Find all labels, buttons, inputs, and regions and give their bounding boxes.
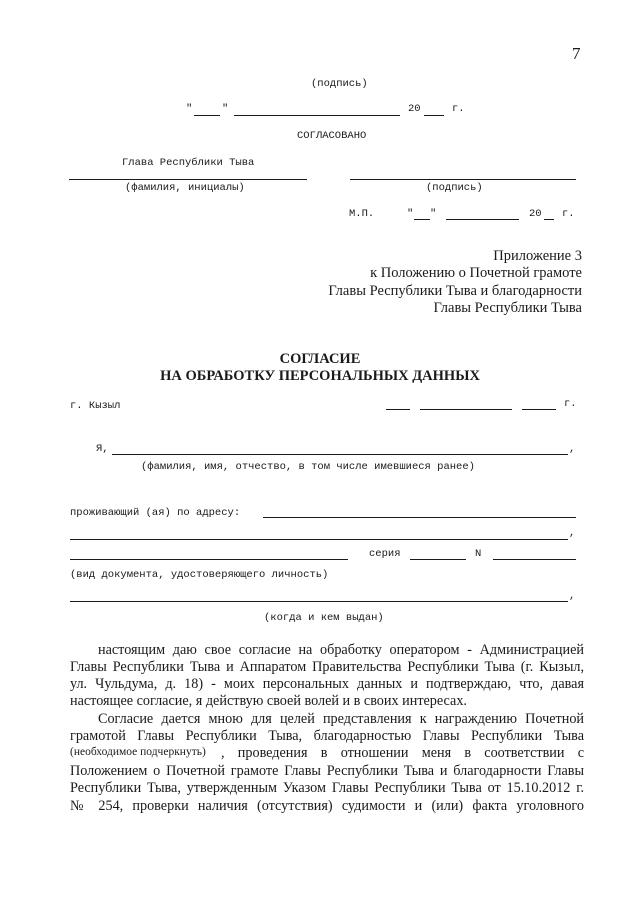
city-label: г. Кызыл (70, 400, 121, 412)
issued-comma: , (569, 590, 576, 602)
day-blank-line (194, 115, 220, 116)
approval-year-line (544, 219, 554, 220)
date-quote-close: " (222, 103, 229, 115)
name-caption: (фамилия, инициалы) (125, 182, 245, 194)
approval-quote-open: " (407, 208, 414, 220)
document-title: СОГЛАСИЕ (279, 351, 361, 367)
para1-line4: настоящее согласие, я действую своей волей и в своих интересах. (70, 693, 467, 709)
para1-line3: ул. Чульдума, д. 18) - моих персональных данных и подтверждаю, что, давая (70, 676, 584, 692)
head-title: Глава Республики Тыва (122, 157, 255, 169)
document-caption: (вид документа, удостоверяющего личность) (70, 569, 329, 581)
approval-year-prefix: 20 (529, 208, 542, 220)
series-blank-line (410, 559, 466, 560)
fio-caption: (фамилия, имя, отчество, в том числе имевшиеся ранее) (141, 461, 475, 473)
appendix-line4: Главы Республики Тыва (433, 300, 582, 316)
number-label: N (475, 548, 482, 560)
issued-caption: (когда и кем выдан) (264, 612, 384, 624)
appendix-line3: Главы Республики Тыва и благодарности (328, 283, 582, 299)
date-quote-open: " (186, 103, 193, 115)
address-blank-line-1 (263, 517, 576, 518)
year-blank-line (424, 115, 444, 116)
name-blank-line (69, 179, 307, 180)
agreed-heading: СОГЛАСОВАНО (297, 130, 367, 142)
number-blank-line (493, 559, 576, 560)
signature-blank-line (350, 179, 576, 180)
consent-day-line (386, 409, 410, 410)
stamp-label: М.П. (349, 208, 375, 220)
address-label: проживающий (ая) по адресу: (70, 507, 241, 519)
approval-year-suffix: г. (562, 208, 575, 220)
para1-line2: Главы Республики Тыва и Аппаратом Правительства Республики Тыва (г. Кызыл, (70, 659, 584, 675)
appendix-line2: к Положению о Почетной грамоте (370, 265, 582, 281)
signature-caption: (подпись) (426, 182, 483, 194)
year-prefix: 20 (408, 103, 421, 115)
approval-quote-close: " (430, 208, 437, 220)
consent-month-line (420, 409, 512, 410)
consent-date-suffix: г. (564, 398, 577, 410)
page-number: 7 (572, 44, 581, 63)
para1-line1: настоящим даю свое согласие на обработку оператором - Администрацией (98, 642, 584, 658)
para2-line1: Согласие дается мною для целей представления к награждению Почетной (98, 711, 584, 727)
para2-line4: Положением о Почетной грамоте Главы Республики Тыва и благодарности Главы (70, 763, 584, 779)
signature-caption-top: (подпись) (311, 78, 368, 90)
document-type-line (70, 559, 348, 560)
consent-year-line (522, 409, 556, 410)
fio-comma: , (569, 443, 576, 455)
issued-blank-line (70, 601, 568, 602)
i-label: Я, (96, 443, 109, 455)
appendix-line1: Приложение 3 (493, 248, 582, 264)
fio-blank-line (112, 454, 568, 455)
approval-month-line (446, 219, 519, 220)
para2-line3-rest: , проведения в отношении меня в соответствии с (221, 745, 584, 761)
month-blank-line (234, 115, 400, 116)
address-comma: , (569, 527, 576, 539)
year-suffix: г. (452, 103, 465, 115)
series-label: серия (369, 548, 401, 560)
document-subtitle: НА ОБРАБОТКУ ПЕРСОНАЛЬНЫХ ДАННЫХ (160, 368, 480, 384)
address-blank-line-2 (70, 539, 568, 540)
para2-note: (необходимое подчеркнуть) (70, 746, 206, 758)
approval-day-line (414, 219, 430, 220)
para2-line6: № 254, проверки наличия (отсутствия) судимости и (или) факта уголовного (70, 798, 584, 814)
para2-line2: грамотой Главы Республики Тыва, благодарностью Главы Республики Тыва (70, 728, 584, 744)
para2-line5: Республики Тыва, утвержденным Указом Главы Республики Тыва от 15.10.2012 г. (70, 780, 584, 796)
